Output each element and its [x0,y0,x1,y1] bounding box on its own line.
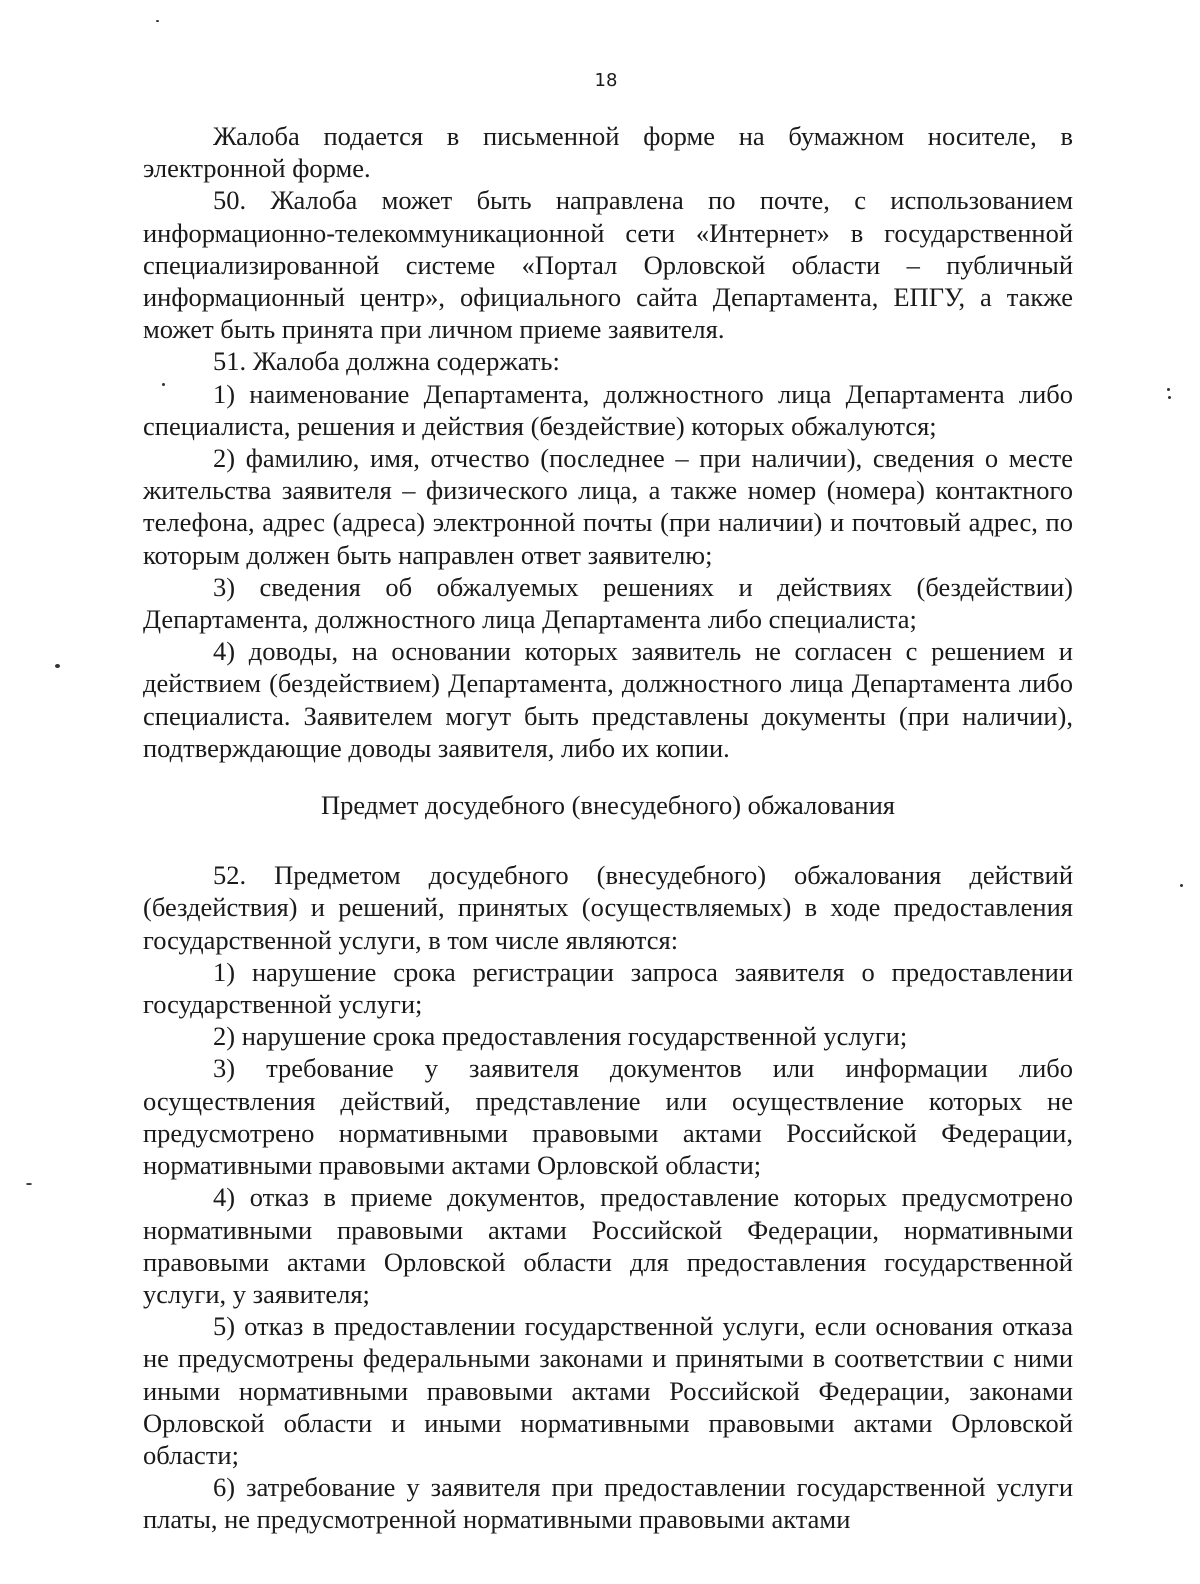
list-item-52-2: 2) нарушение срока предоставления государственной услуги; [213,1021,908,1052]
scan-speck [1180,884,1183,887]
list-item-51-2: 2) фамилию, имя, отчество (последнее – при наличии), сведения о месте жительства заявителя – физического лица, а также номер (номера) контактного телефона, адрес (адреса) электронной почты (при наличии) и почтовый адрес, по которым должен быть направлен ответ заявителю; [143,443,1073,570]
scan-speck [156,20,159,22]
page-number: 18 [594,70,618,91]
paragraph-50: 50. Жалоба может быть направлена по почте, с использованием информационно-телекоммуникационной сети «Интернет» в государственной специализированной системе «Портал Орловской области – публичный информационный центр», официального сайта Департамента, ЕПГУ, а также может быть принята при личном приеме заявителя. [143,185,1073,345]
scan-speck [162,383,165,386]
paragraph-complaint-form: Жалоба подается в письменной форме на бумажном носителе, в электронной форме. [143,121,1073,184]
document-body [143,120,1073,1536]
list-item-52-1: 1) нарушение срока регистрации запроса заявителя о предоставлении государственной услуги; [143,956,1073,1020]
section-heading: Предмет досудебного (внесудебного) обжалования [321,790,895,821]
list-item-52-5: 5) отказ в предоставлении государственной услуги, если основания отказа не предусмотрены федеральными законами и принятыми в соответствии с ними иными нормативными правовыми актами Российской Федерации, законами Орловской области и иными нормативными правовыми актами Орловской области; [143,1311,1073,1470]
list-item-52-3: 3) требование у заявителя документов или информации либо осуществления действий, представление или осуществление которых не предусмотрено нормативными правовыми актами Российской Федерации, нормативными правовыми актами Орловской области; [143,1053,1073,1181]
paragraph-51: 51. Жалоба должна содержать: [213,346,560,377]
scan-speck [26,1183,32,1185]
list-item-52-6: 6) затребование у заявителя при предоставлении государственной услуги платы, не предусмотренной нормативными правовыми актами [143,1472,1073,1535]
scan-speck [1167,388,1170,391]
list-item-51-4: 4) доводы, на основании которых заявитель не согласен с решением и действием (бездействием) Департамента, должностного лица Департамента либо специалиста. Заявителем могут быть представлены документы (при наличии), подтверждающие доводы заявителя, либо их копии. [143,636,1073,763]
paragraph-52: 52. Предметом досудебного (внесудебного) обжалования действий (бездействия) и решений, принятых (осуществляемых) в ходе предоставления государственной услуги, в том числе являются: [143,860,1073,955]
list-item-51-3: 3) сведения об обжалуемых решениях и действиях (бездействии) Департамента, должностного лица Департамента либо специалиста; [143,571,1073,635]
scan-speck [1168,396,1171,399]
scan-speck [55,664,60,668]
list-item-51-1: 1) наименование Департамента, должностного лица Департамента либо специалиста, решения и действия (бездействие) которых обжалуются; [143,378,1073,441]
list-item-52-4: 4) отказ в приеме документов, предоставление которых предусмотрено нормативными правовыми актами Российской Федерации, нормативными правовыми актами Орловской области для предоставления государственной услуги, у заявителя; [143,1182,1073,1309]
